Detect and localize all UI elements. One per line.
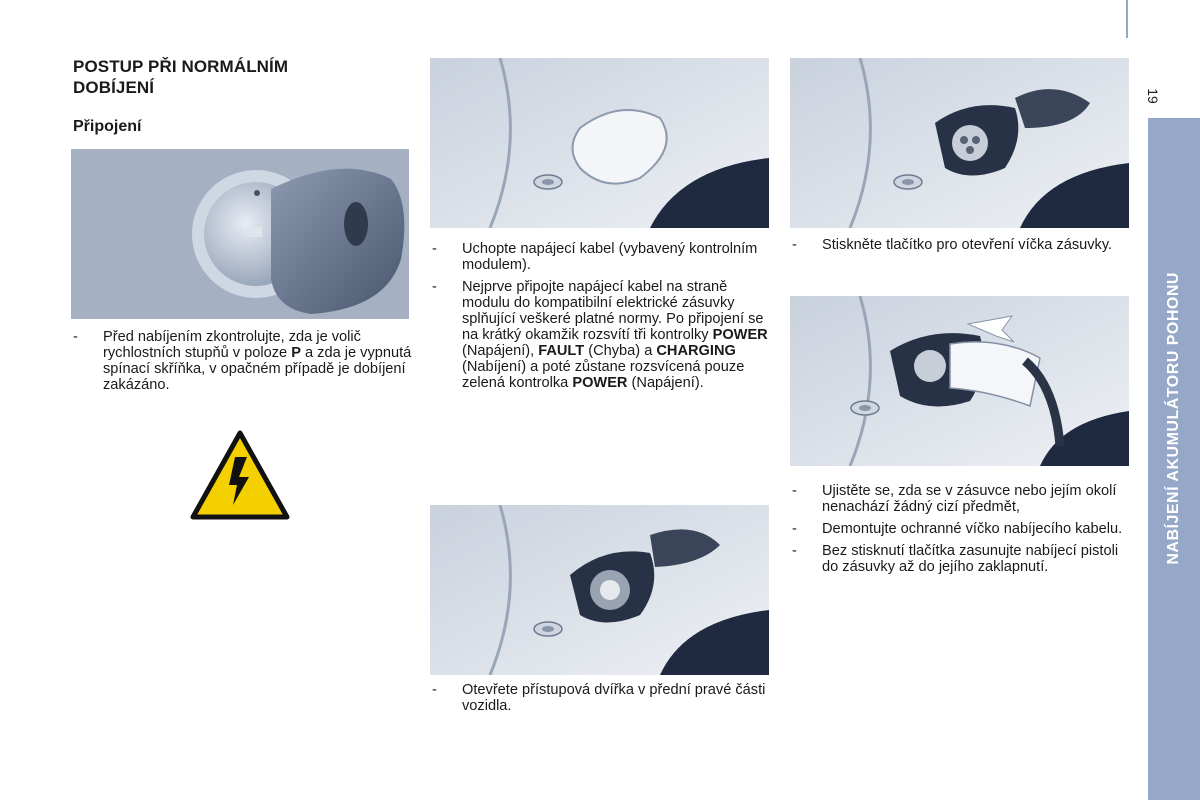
- list-item: [792, 521, 1132, 537]
- closed-charging-flap-photo: [430, 58, 769, 228]
- step-list-col3-bottom: [792, 483, 1132, 581]
- list-item: [792, 483, 1132, 515]
- step-bold: CHARGING: [656, 343, 736, 359]
- page-title: [73, 56, 373, 98]
- list-item: [792, 543, 1132, 575]
- step-text: Bez stisknutí tlačítka zasunujte nabíjecí pistoli do zásuvky až do jejího zaklapnutí.: [822, 543, 1119, 575]
- step-text: (Chyba) a: [584, 343, 657, 359]
- step-text: a zda je vypnutá spínací skříňka, v opačném případě je dobíjení zakázáno.: [103, 345, 412, 393]
- plug-insertion-photo: [790, 296, 1129, 466]
- list-dash: -: [792, 237, 797, 253]
- step-bold: POWER: [572, 375, 628, 391]
- step-text: Nejprve připojte napájecí kabel na straně modulu do kompatibilní elektrické zásuvky splňující veškeré platné normy. Po připojení se na krátký okamžik rozsvítí tři kontrolky: [462, 279, 764, 343]
- list-dash: -: [432, 279, 437, 295]
- high-voltage-warning-icon: [189, 429, 291, 523]
- list-dash: -: [792, 521, 797, 537]
- list-item: [432, 241, 777, 273]
- page-number: [1138, 86, 1168, 106]
- step-text: Otevřete přístupová dvířka v přední pravé části vozidla.: [462, 682, 766, 714]
- page-title-line2: DOBÍJENÍ: [73, 78, 155, 97]
- list-dash: -: [792, 543, 797, 559]
- step-text: (Napájení),: [462, 343, 539, 359]
- list-dash: -: [432, 241, 437, 257]
- step-text: Ujistěte se, zda se v zásuvce nebo jejím okolí nenachází žádný cizí předmět,: [822, 483, 1117, 515]
- list-item: [73, 329, 413, 393]
- step-text: (Nabíjení) a poté zůstane rozsvícená pouze zelená kontrolka: [462, 359, 745, 391]
- step-list-col2: [432, 241, 777, 397]
- socket-cover-photo: [790, 58, 1129, 228]
- top-rule: [1126, 0, 1128, 38]
- step-text: Demontujte ochranné víčko nabíjecího kabelu.: [822, 521, 1123, 537]
- list-dash: -: [73, 329, 78, 345]
- step-text: Uchopte napájecí kabel (vybavený kontrolním modulem).: [462, 241, 758, 273]
- step-bold: P: [291, 345, 301, 361]
- step-text: (Napájení).: [627, 375, 704, 391]
- step-text: Před nabíjením zkontrolujte, zda je volič rychlostních stupňů v poloze: [103, 329, 361, 361]
- list-dash: -: [432, 682, 437, 698]
- step-list-col1: [73, 329, 413, 399]
- list-item: [432, 279, 777, 391]
- ignition-key-photo: [71, 149, 409, 319]
- step-bold: FAULT: [538, 343, 585, 359]
- page-number-text: 19: [1144, 88, 1161, 104]
- list-item: [792, 237, 1132, 253]
- section-tab-text: NABÍJENÍ AKUMULÁTORU POHONU: [1165, 271, 1182, 565]
- step-list-col3-top: [792, 237, 1132, 259]
- section-tab-label: [1148, 118, 1200, 718]
- page-title-line1: POSTUP PŘI NORMÁLNÍM: [73, 57, 289, 76]
- open-flap-socket-photo: [430, 505, 769, 675]
- step-bold: POWER: [712, 327, 768, 343]
- step-text: Stiskněte tlačítko pro otevření víčka zásuvky.: [822, 237, 1113, 253]
- step-list-col2-bottom: [432, 682, 777, 720]
- section-subtitle: Připojení: [73, 118, 142, 135]
- list-item: [432, 682, 777, 714]
- list-dash: -: [792, 483, 797, 499]
